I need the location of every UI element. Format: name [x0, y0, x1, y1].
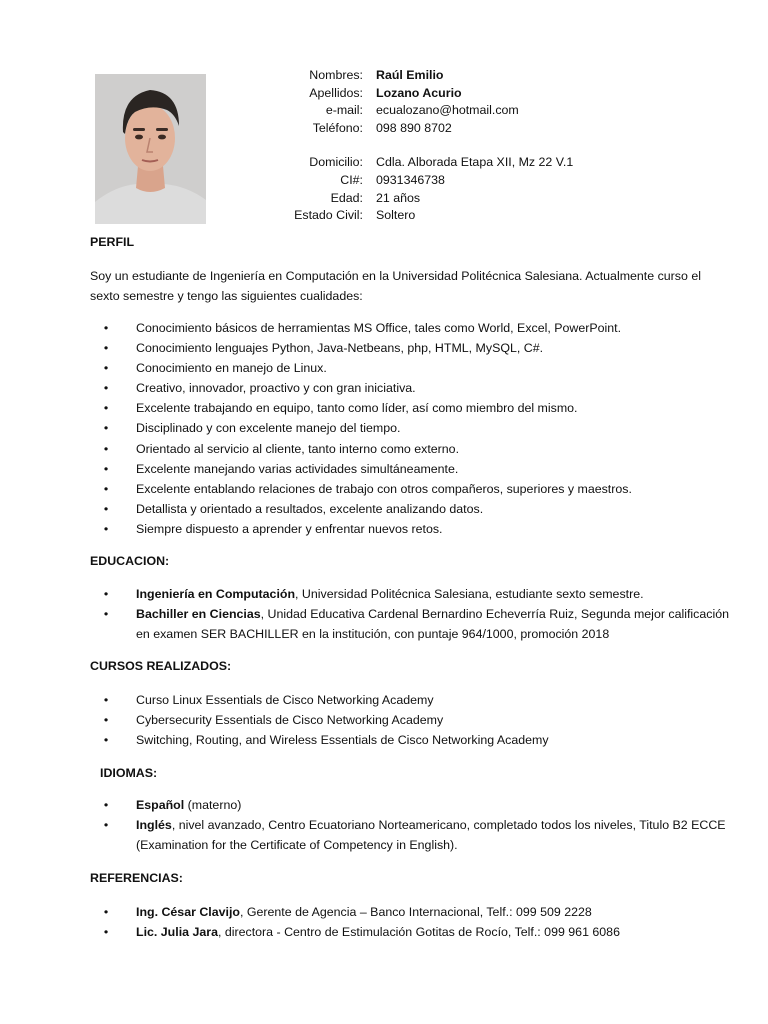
bullet-icon: • [103, 818, 109, 833]
info-row-ci [230, 172, 573, 190]
info-row-nombres [230, 67, 573, 85]
email-value[interactable]: ecualozano@hotmail.com [376, 103, 519, 118]
list-item: • Orientado al servicio al cliente, tanto interno como externo. [90, 439, 730, 459]
list-item: • Detallista y orientado a resultados, excelente analizando datos. [90, 499, 730, 519]
referencias-list [90, 902, 730, 942]
perfil-paragraph: Soy un estudiante de Ingeniería en Computación en la Universidad Politécnica Salesiana. Actualmente curso el sexto semestre y tengo las siguientes cualidades: [90, 269, 701, 303]
section-heading-referencias: REFERENCIAS: [90, 871, 183, 885]
info-label: Edad: [330, 190, 363, 205]
list-item: • Inglés, nivel avanzado, Centro Ecuatoriano Norteamericano, completado todos los niveles, Titulo B2 ECCE (Examination for the Certificate of Competency in English). [90, 815, 730, 855]
info-label: Apellidos: [309, 85, 363, 100]
bullet-icon: • [103, 401, 109, 416]
info-row-apellidos [230, 85, 573, 103]
info-label: Teléfono: [312, 120, 363, 135]
section-heading-idiomas: IDIOMAS: [100, 766, 158, 780]
list-item: • Disciplinado y con excelente manejo del tiempo. [90, 418, 730, 438]
bullet-icon: • [103, 905, 109, 919]
list-item: • Lic. Julia Jara, directora - Centro de Estimulación Gotitas de Rocío, Telf.: 099 961 6086 [90, 922, 730, 942]
list-item: • Conocimiento lenguajes Python, Java-Netbeans, php, HTML, MySQL, C#. [90, 338, 730, 358]
bullet-icon: • [103, 501, 109, 516]
info-value: 098 890 8702 [376, 120, 452, 135]
bullet-icon: • [103, 481, 109, 496]
list-item: • Conocimiento básicos de herramientas MS Office, tales como World, Excel, PowerPoint. [90, 318, 730, 338]
bullet-icon: • [103, 713, 109, 728]
info-row-edad [230, 190, 573, 208]
list-item: • Cybersecurity Essentials de Cisco Networking Academy [90, 710, 730, 730]
info-row-domicilio [230, 154, 573, 172]
list-item: • Conocimiento en manejo de Linux. [90, 358, 730, 378]
info-label: Nombres: [309, 68, 363, 82]
person-portrait-icon [95, 74, 206, 224]
list-item: • Excelente entablando relaciones de trabajo con otros compañeros, superiores y maestros. [90, 479, 730, 499]
list-item: • Bachiller en Ciencias, Unidad Educativa Cardenal Bernardino Echeverría Ruiz, Segunda mejor calificación en examen SER BACHILLER en la institución, con puntaje 964/1000, promoción 2018 [90, 604, 730, 644]
bullet-icon: • [103, 321, 109, 335]
bullet-icon: • [103, 693, 109, 707]
info-row-estado-civil [230, 207, 573, 225]
list-item: • Excelente manejando varias actividades simultáneamente. [90, 459, 730, 479]
section-heading-educacion: EDUCACION: [90, 554, 170, 568]
bullet-icon: • [103, 607, 109, 622]
info-value: Raúl Emilio [376, 68, 444, 82]
list-item: • Switching, Routing, and Wireless Essentials de Cisco Networking Academy [90, 730, 730, 750]
bullet-icon: • [103, 381, 109, 396]
info-value: Lozano Acurio [376, 85, 462, 100]
bullet-icon: • [103, 798, 109, 812]
info-spacer [230, 137, 573, 154]
info-value: Soltero [376, 208, 416, 223]
info-label: Estado Civil: [294, 208, 363, 223]
info-label: e-mail: [325, 103, 363, 118]
list-item: • Curso Linux Essentials de Cisco Networking Academy [90, 690, 730, 710]
info-value: Cdla. Alborada Etapa XII, Mz 22 V.1 [376, 155, 574, 170]
info-row-telefono [230, 120, 573, 138]
personal-info [230, 67, 573, 225]
list-item: • Ing. César Clavijo, Gerente de Agencia – Banco Internacional, Telf.: 099 509 2228 [90, 902, 730, 922]
section-heading-cursos: CURSOS REALIZADOS: [90, 659, 232, 673]
bullet-icon: • [103, 925, 109, 940]
perfil-list [90, 318, 730, 539]
profile-photo [95, 74, 206, 224]
section-heading-perfil: PERFIL [90, 235, 135, 249]
bullet-icon: • [103, 341, 109, 356]
idiomas-list [90, 795, 730, 855]
bullet-icon: • [103, 421, 109, 436]
bullet-icon: • [103, 587, 109, 601]
info-value: 0931346738 [376, 172, 445, 187]
cursos-list [90, 690, 730, 750]
info-label: Domicilio: [309, 155, 363, 170]
info-label: CI#: [340, 172, 363, 187]
bullet-icon: • [103, 441, 109, 456]
info-row-email [230, 102, 573, 120]
list-item: • Excelente trabajando en equipo, tanto como líder, así como miembro del mismo. [90, 398, 730, 418]
info-value: 21 años [376, 190, 421, 205]
bullet-icon: • [103, 361, 109, 376]
bullet-icon: • [103, 461, 109, 476]
bullet-icon: • [103, 521, 109, 536]
educacion-list [90, 584, 730, 644]
list-item: • Siempre dispuesto a aprender y enfrentar nuevos retos. [90, 519, 730, 539]
list-item: • Ingeniería en Computación, Universidad Politécnica Salesiana, estudiante sexto semestre. [90, 584, 730, 604]
bullet-icon: • [103, 733, 109, 748]
list-item: • Español (materno) [90, 795, 730, 815]
list-item: • Creativo, innovador, proactivo y con gran iniciativa. [90, 378, 730, 398]
